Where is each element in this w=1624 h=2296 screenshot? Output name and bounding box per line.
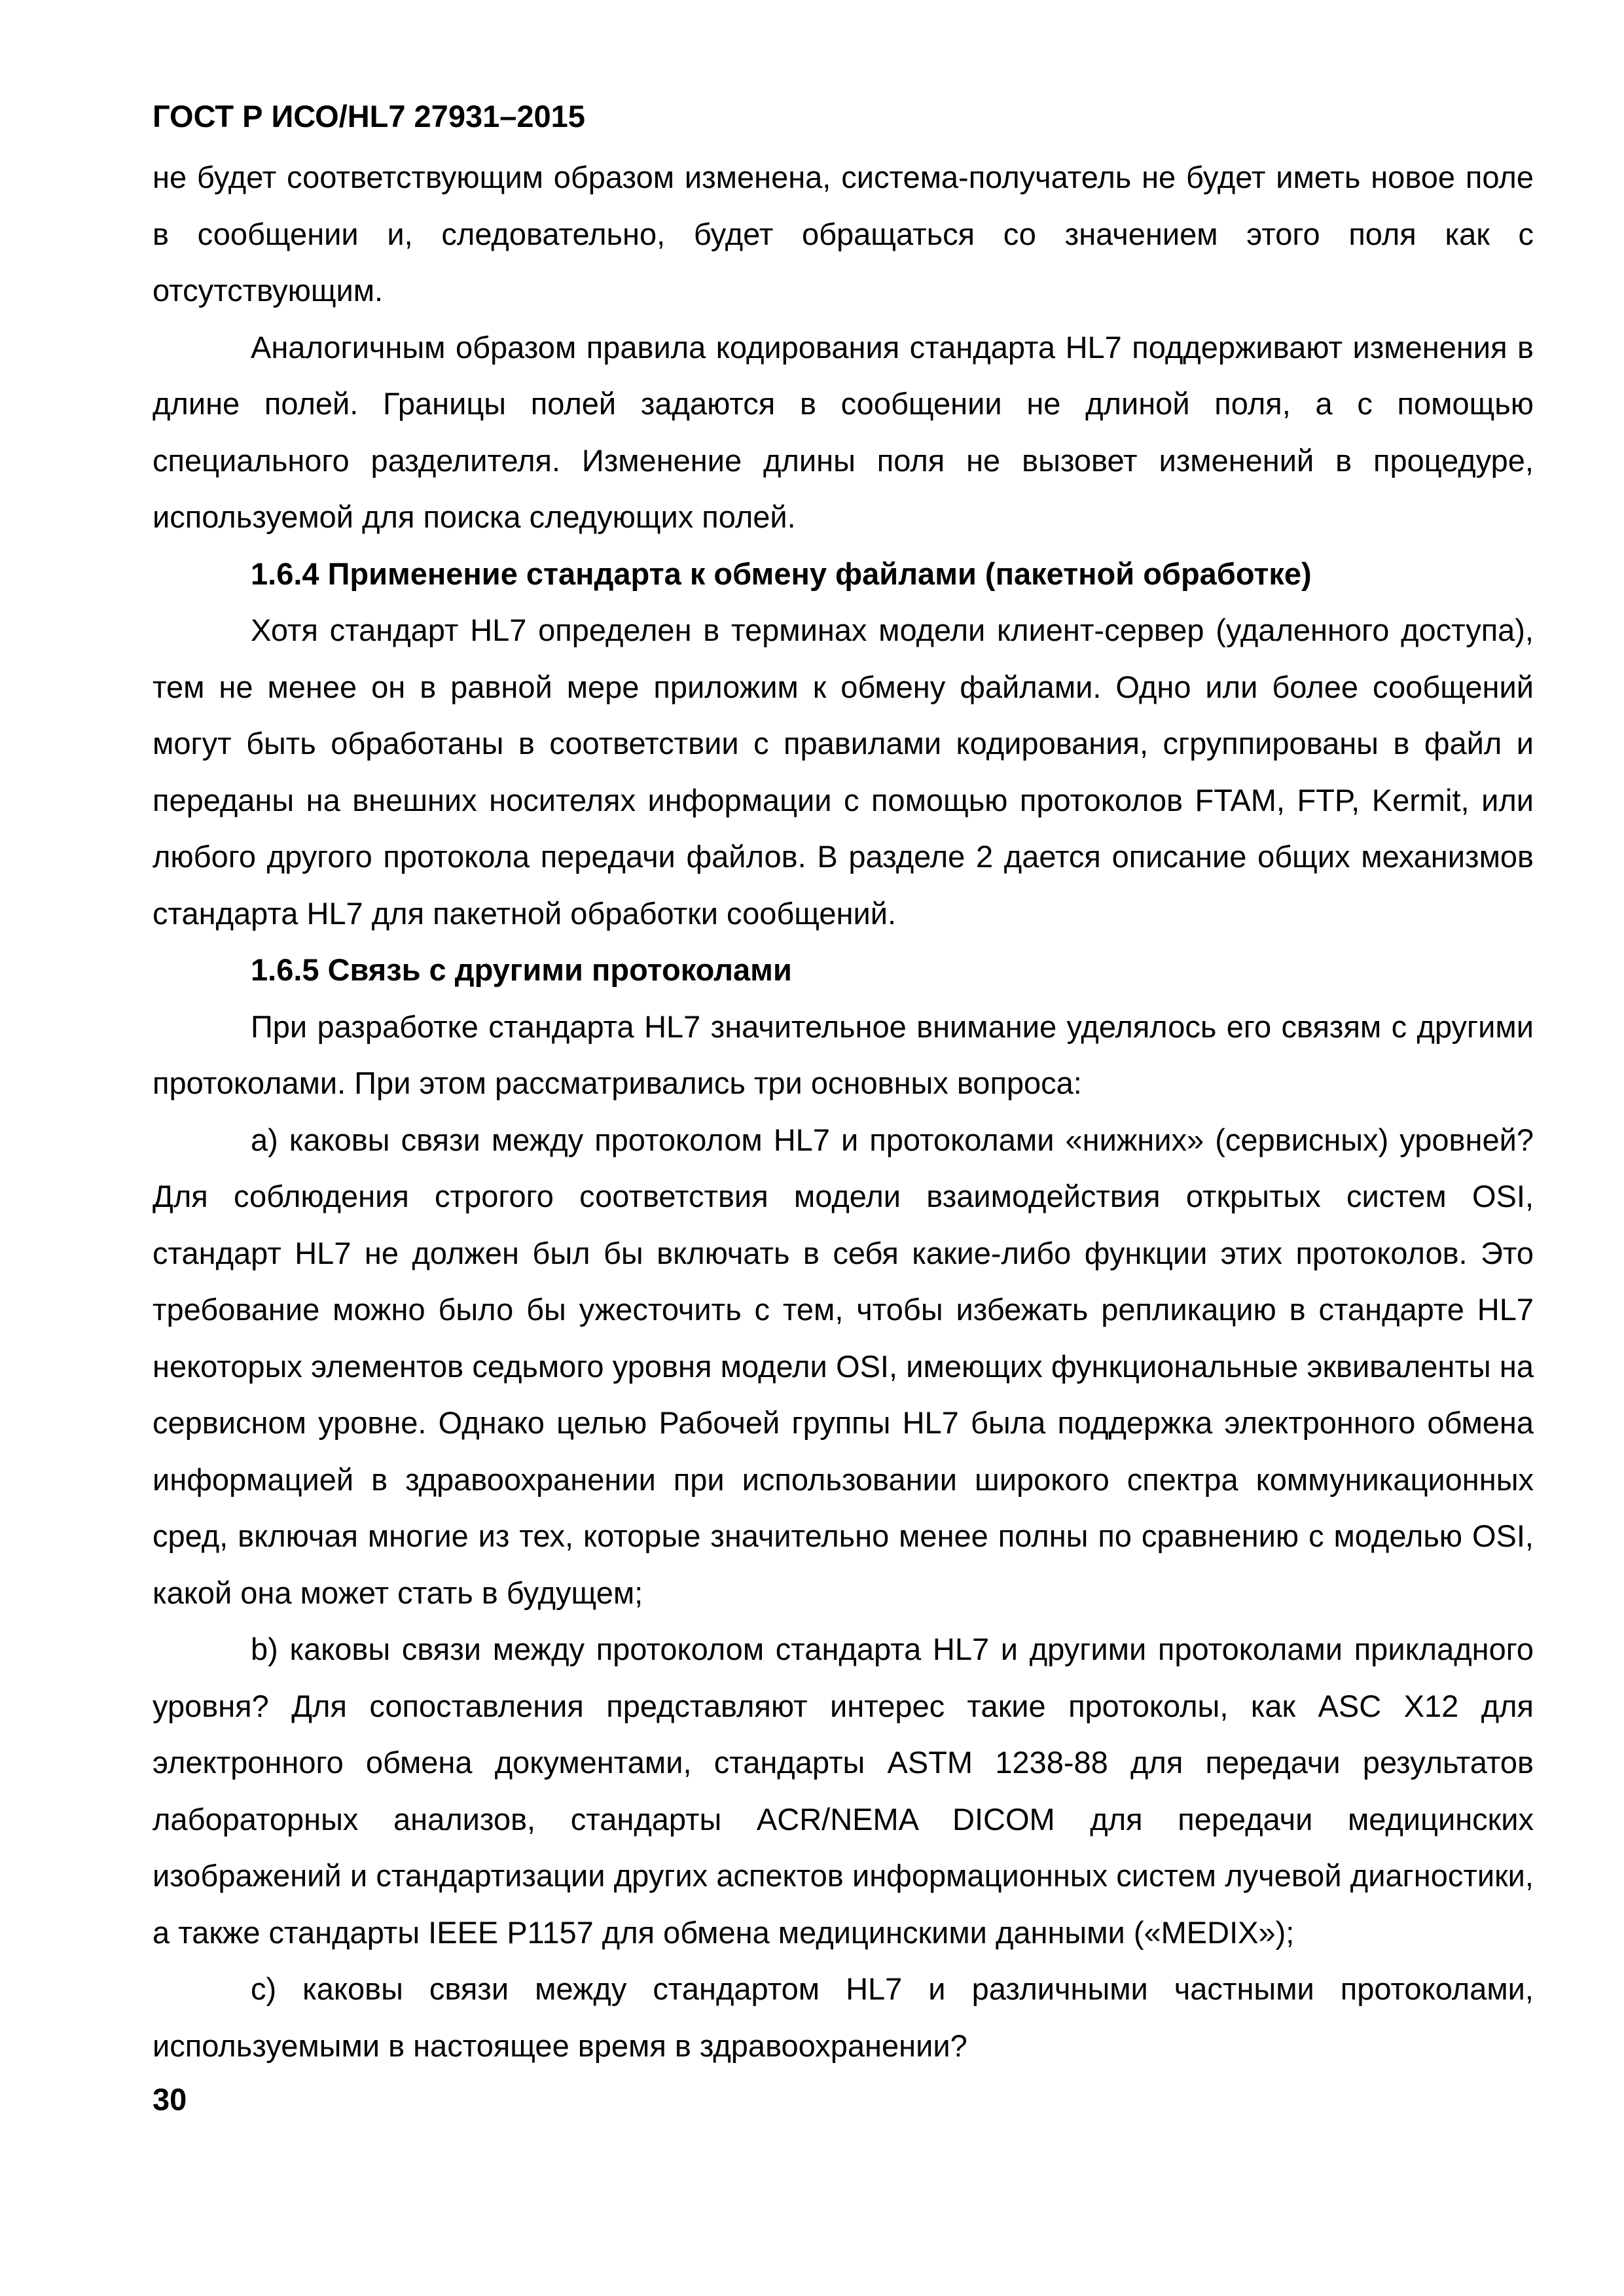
paragraph-field-length: Аналогичным образом правила кодирования стандарта HL7 поддерживают изменения в длине полей. Границы полей задаются в сообщении не длиной поля, а с помощью специального разделителя. Изменение длины поля не вызовет изменений в процедуре, используемой для поиска следующих полей. [153, 329, 1534, 534]
document-header: ГОСТ Р ИСО/HL7 27931–2015 [153, 99, 585, 134]
page-number: 30 [153, 2082, 187, 2117]
paragraph-other-protocols: При разработке стандарта HL7 значительное внимание уделялось его связям с другими протоколами. При этом рассматривались три основных вопроса: [153, 1009, 1534, 1100]
list-item-a: a) каковы связи между протоколом HL7 и протоколами «нижних» (сервисных) уровней? Для соблюдения строгого соответствия модели взаимодействия открытых систем OSI, стандарт HL7 не должен был бы включать в себя какие-либо функции этих протоколов. Это требование можно было бы ужесточить с тем, чтобы избежать репликацию в стандарте HL7 некоторых элементов седьмого уровня модели OSI, имеющих функциональные эквиваленты на сервисном уровне. Однако целью Рабочей группы HL7 была поддержка электронного обмена информацией в здравоохранении при использовании широкого спектра коммуникационных сред, включая многие из тех, которые значительно менее полны по сравнению с моделью OSI, какой она может стать в будущем; [153, 1122, 1534, 1610]
paragraph-batch-processing: Хотя стандарт HL7 определен в терминах модели клиент-сервер (удаленного доступа), тем не менее он в равной мере приложим к обмену файлами. Одно или более сообщений могут быть обработаны в соответствии с правилами кодирования, сгруппированы в файл и переданы на внешних носителях информации с помощью протоколов FTAM, FTP, Kermit, или любого другого протокола передачи файлов. В разделе 2 дается описание общих механизмов стандарта HL7 для пакетной обработки сообщений. [153, 613, 1534, 931]
paragraph-intro: не будет соответствующим образом изменена, система-получатель не будет иметь новое поле в сообщении и, следовательно, будет обращаться со значением этого поля как с отсутствующим. [153, 160, 1534, 308]
list-item-b: b) каковы связи между протоколом стандарта HL7 и другими протоколами прикладного уровня? Для сопоставления представляют интерес такие протоколы, как ASC X12 для электронного обмена документами, стандарты ASTM 1238-88 для передачи результатов лабораторных анализов, стандарты ACR/NEMA DICOM для передачи медицинских изображений и стандартизации других аспектов информационных систем лучевой диагностики, а также стандарты IEEE P1157 для обмена медицинскими данными («MEDIX»); [153, 1632, 1534, 1950]
document-body [153, 149, 1534, 2074]
section-heading-1-6-4: 1.6.4 Применение стандарта к обмену файлами (пакетной обработке) [251, 556, 1312, 591]
section-heading-1-6-5: 1.6.5 Связь с другими протоколами [251, 952, 792, 987]
list-item-c: c) каковы связи между стандартом HL7 и различными частными протоколами, используемыми в настоящее время в здравоохранении? [153, 1971, 1534, 2063]
